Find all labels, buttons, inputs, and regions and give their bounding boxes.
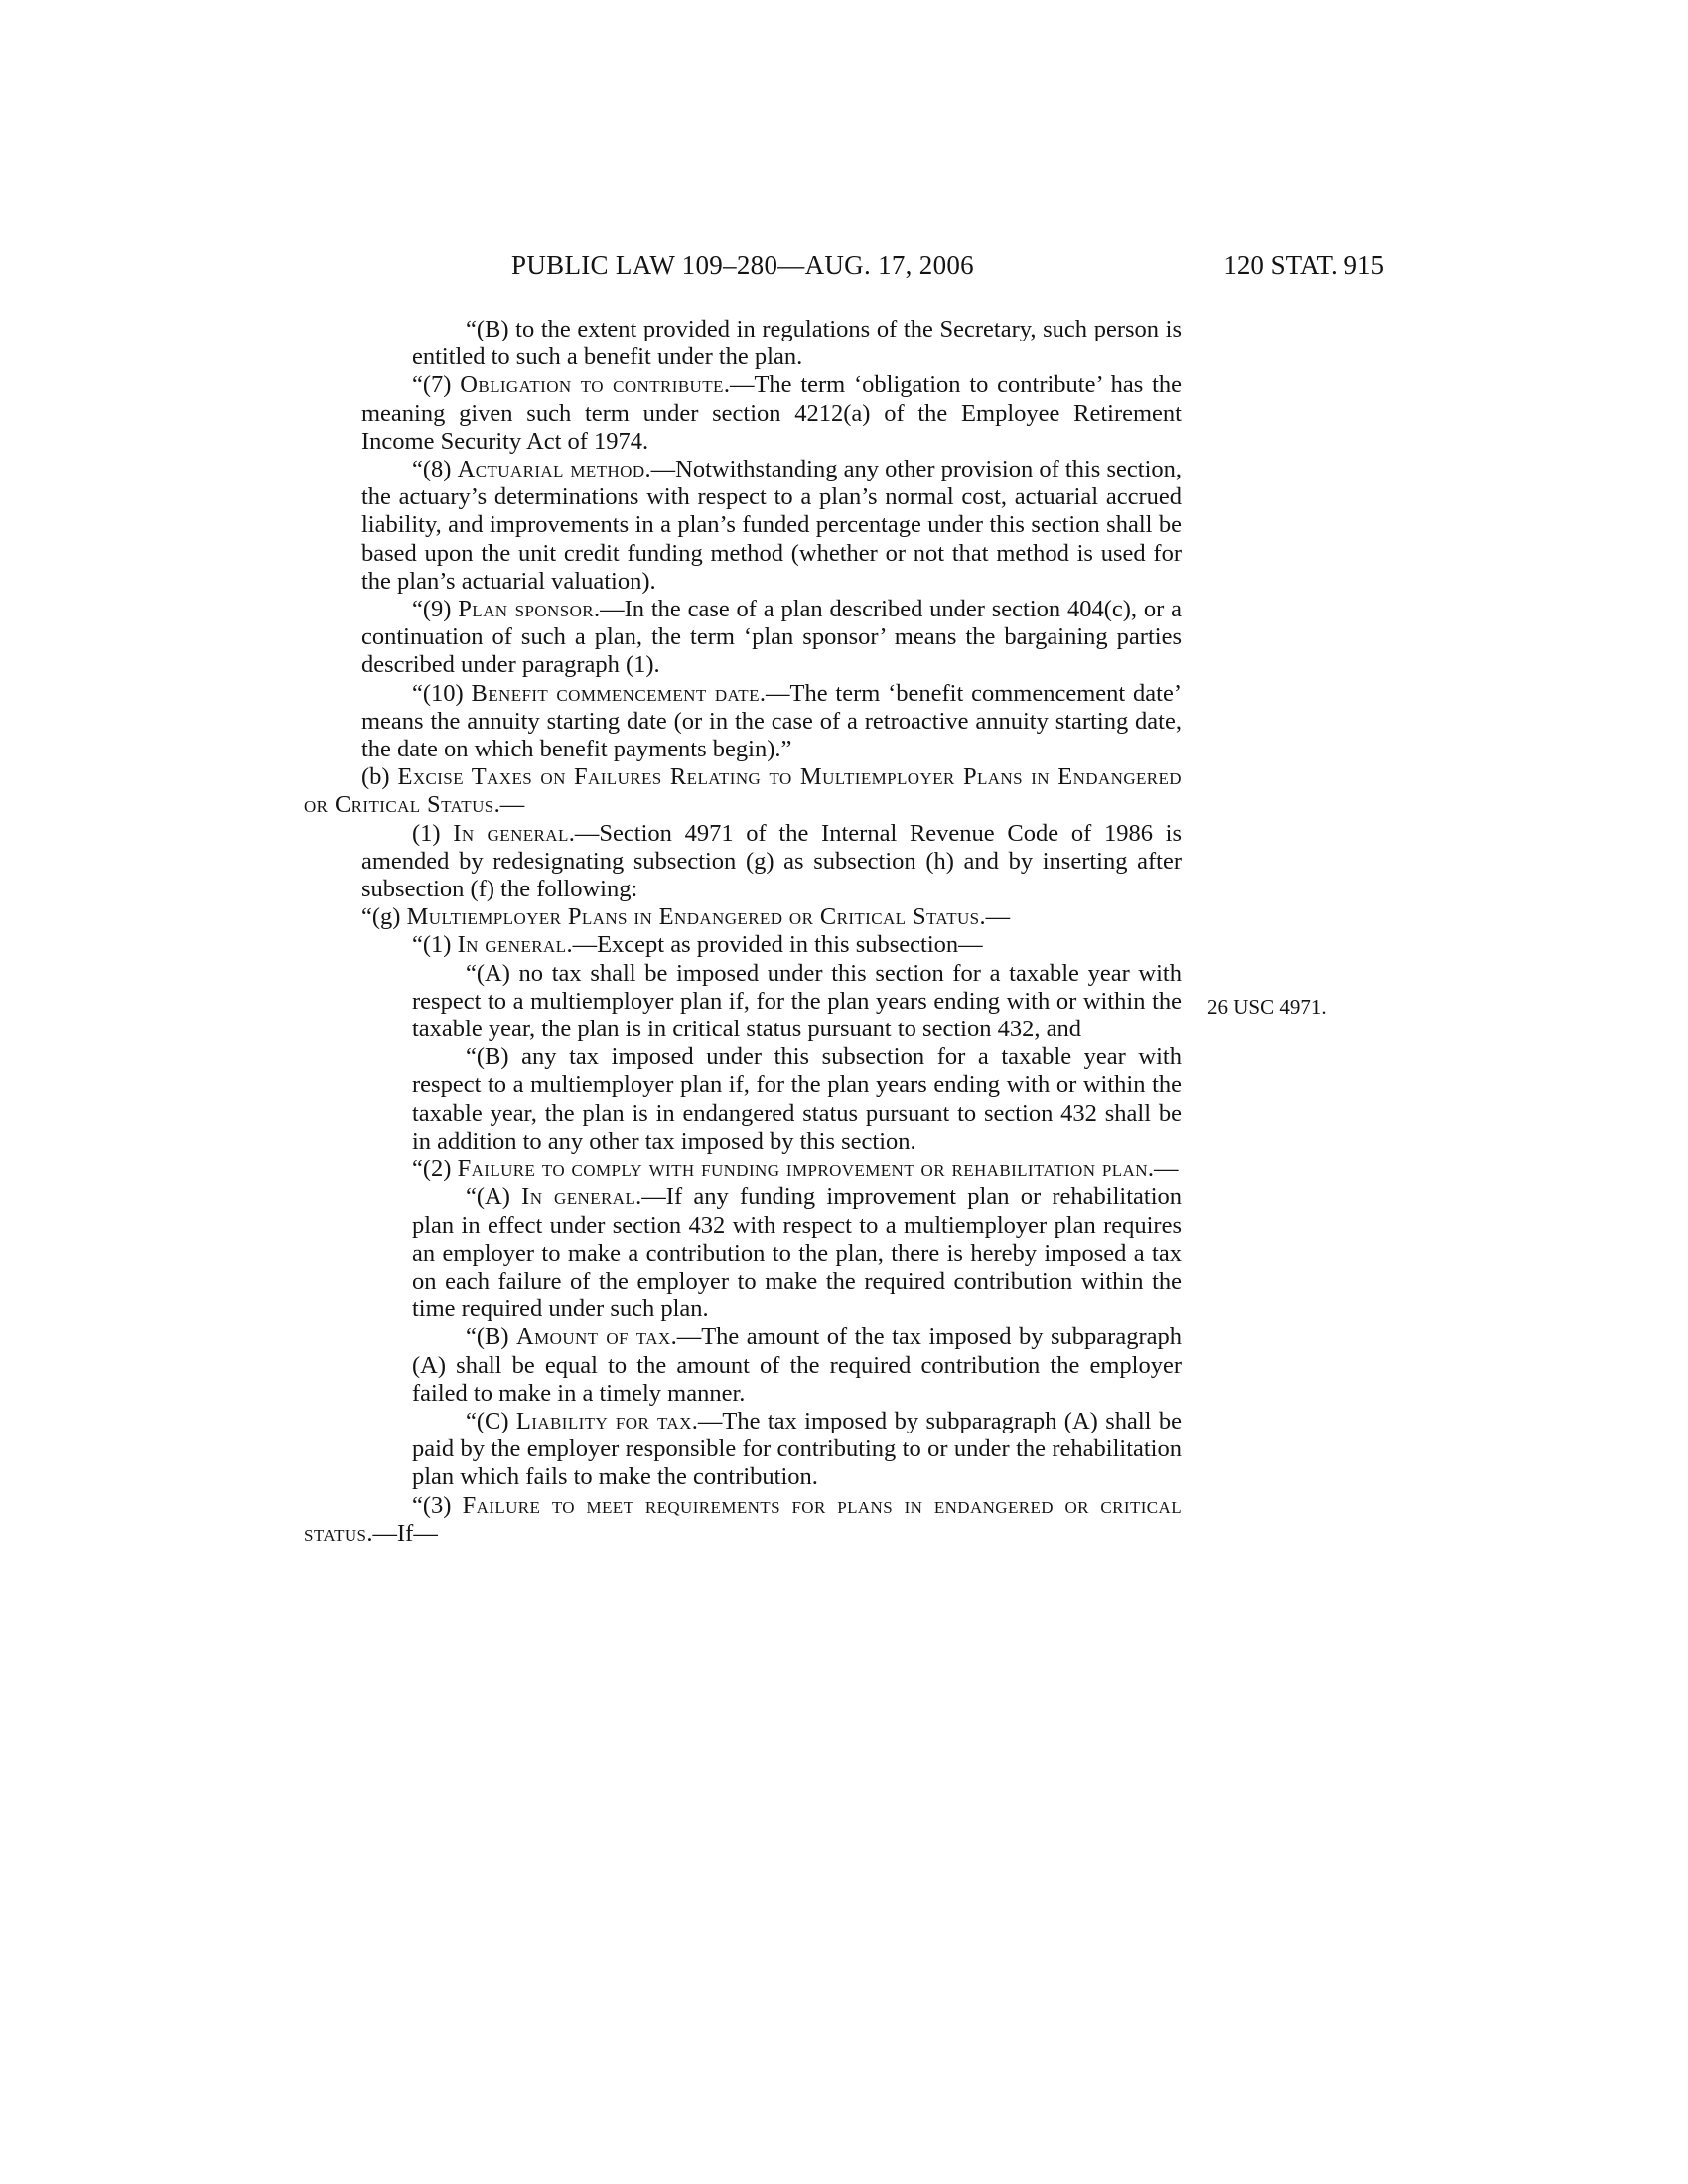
paragraph: [304, 903, 1182, 931]
text-run: (b): [361, 763, 398, 791]
margin-note-usc: 26 USC 4971.: [1207, 995, 1327, 1019]
paragraph: [412, 1043, 1182, 1156]
text-run: “(2): [412, 1156, 458, 1183]
text-run: “(B) any tax imposed under this subsection for a taxable year with respect to a multiemployer plan if, for the plan years ending with or within the taxable year, the plan is in endangered status pursuant to section 432 shall be in addition to any other tax imposed by this section.: [412, 1043, 1182, 1155]
page-header-law: PUBLIC LAW 109–280—AUG. 17, 2006: [511, 250, 974, 280]
text-run: “(B): [466, 1323, 517, 1351]
smallcaps-text-run: Actuarial method: [457, 456, 645, 483]
text-run: “(C): [466, 1407, 516, 1434]
paragraph: [361, 371, 1182, 456]
text-run: .—: [493, 791, 525, 819]
text-run: .—: [1147, 1156, 1179, 1183]
text-run: “(7): [412, 371, 461, 399]
paragraph: [304, 763, 1182, 819]
smallcaps-text-run: Failure to meet requirements for plans in endangered or critical status: [304, 1491, 1182, 1547]
text-run: .—The tax imposed by subparagraph (A) shall be paid by the employer responsible for contributing to or under the rehabilitation plan which fails to make the contribution.: [412, 1407, 1182, 1491]
text-run: .—The term ‘benefit commencement date’ means the annuity starting date (or in the case of a retroactive annuity starting date, the date on which benefit payments begin).”: [361, 679, 1182, 763]
text-run: “(10): [412, 679, 472, 707]
paragraph: [412, 1183, 1182, 1323]
paragraph: [412, 1323, 1182, 1408]
paragraph: [361, 596, 1182, 680]
paragraph: [412, 1408, 1182, 1492]
text-run: “(9): [412, 596, 459, 623]
paragraph: [412, 316, 1182, 371]
paragraph: [361, 456, 1182, 596]
smallcaps-text-run: In general: [521, 1183, 636, 1211]
text-run: .—Notwithstanding any other provision of this section, the actuary’s determinations with respect to a plan’s normal cost, actuarial accrued liability, and improvements in a plan’s funded percentage under this section shall be based upon the unit credit funding method (whether or not that method is used for the plan’s actuarial valuation).: [361, 456, 1182, 595]
paragraph: [361, 931, 1182, 959]
paragraph: [361, 820, 1182, 904]
smallcaps-text-run: Liability for tax: [515, 1407, 692, 1434]
text-run: .—The amount of the tax imposed by subparagraph (A) shall be equal to the amount of the required contribution the employer failed to make in a timely manner.: [412, 1323, 1182, 1407]
smallcaps-text-run: Benefit commencement date: [471, 679, 760, 707]
smallcaps-text-run: Amount of tax: [516, 1323, 671, 1351]
smallcaps-text-run: Excise Taxes on Failures Relating to Multiemployer Plans in Endangered or Critical Status: [304, 763, 1182, 819]
smallcaps-text-run: Plan sponsor: [458, 596, 594, 623]
text-run: “(1): [412, 931, 458, 959]
paragraph: [304, 1492, 1182, 1548]
text-run: .—The term ‘obligation to contribute’ has the meaning given such term under section 4212(a) of the Employee Retirement Income Security Act of 1974.: [361, 371, 1183, 455]
smallcaps-text-run: Obligation to contribute: [460, 371, 724, 399]
text-run: “(g): [361, 903, 407, 931]
text-run: “(8): [412, 456, 458, 483]
text-run: “(A): [466, 1183, 522, 1211]
text-run: .—If—: [366, 1519, 438, 1547]
smallcaps-text-run: In general: [453, 819, 569, 847]
text-run: “(B) to the extent provided in regulations of the Secretary, such person is entitled to such a benefit under the plan.: [412, 316, 1182, 371]
text-run: .—If any funding improvement plan or rehabilitation plan in effect under section 432 with respect to a multiemployer plan requires an employer to make a contribution to the plan, there is hereby imposed a tax on each failure of the employer to make the required contribution within the time required under such plan.: [412, 1183, 1183, 1323]
paragraph: [304, 1156, 1182, 1183]
text-run: “(A) no tax shall be imposed under this section for a taxable year with respect to a multiemployer plan if, for the plan years ending with or within the taxable year, the plan is in critical status pursuant to section 432, and: [412, 959, 1182, 1043]
page-header-stat: 120 STAT. 915: [1223, 250, 1384, 280]
text-run: “(3): [412, 1491, 463, 1519]
smallcaps-text-run: Failure to comply with funding improvement or rehabilitation plan: [457, 1156, 1148, 1183]
smallcaps-text-run: Multiemployer Plans in Endangered or Critical Status: [406, 903, 980, 931]
smallcaps-text-run: In general: [457, 931, 567, 959]
text-run: .—Section 4971 of the Internal Revenue Code of 1986 is amended by redesignating subsection (g) as subsection (h) and by inserting after subsection (f) the following:: [361, 819, 1182, 903]
text-run: .—: [979, 903, 1011, 931]
text-run: (1): [412, 819, 454, 847]
paragraph: [361, 680, 1182, 764]
text-run: .—Except as provided in this subsection—: [566, 931, 983, 959]
statute-text: [304, 316, 1182, 1548]
paragraph: [412, 960, 1182, 1044]
text-run: .—In the case of a plan described under section 404(c), or a continuation of such a plan, the term ‘plan sponsor’ means the bargaining parties described under paragraph (1).: [361, 596, 1182, 679]
